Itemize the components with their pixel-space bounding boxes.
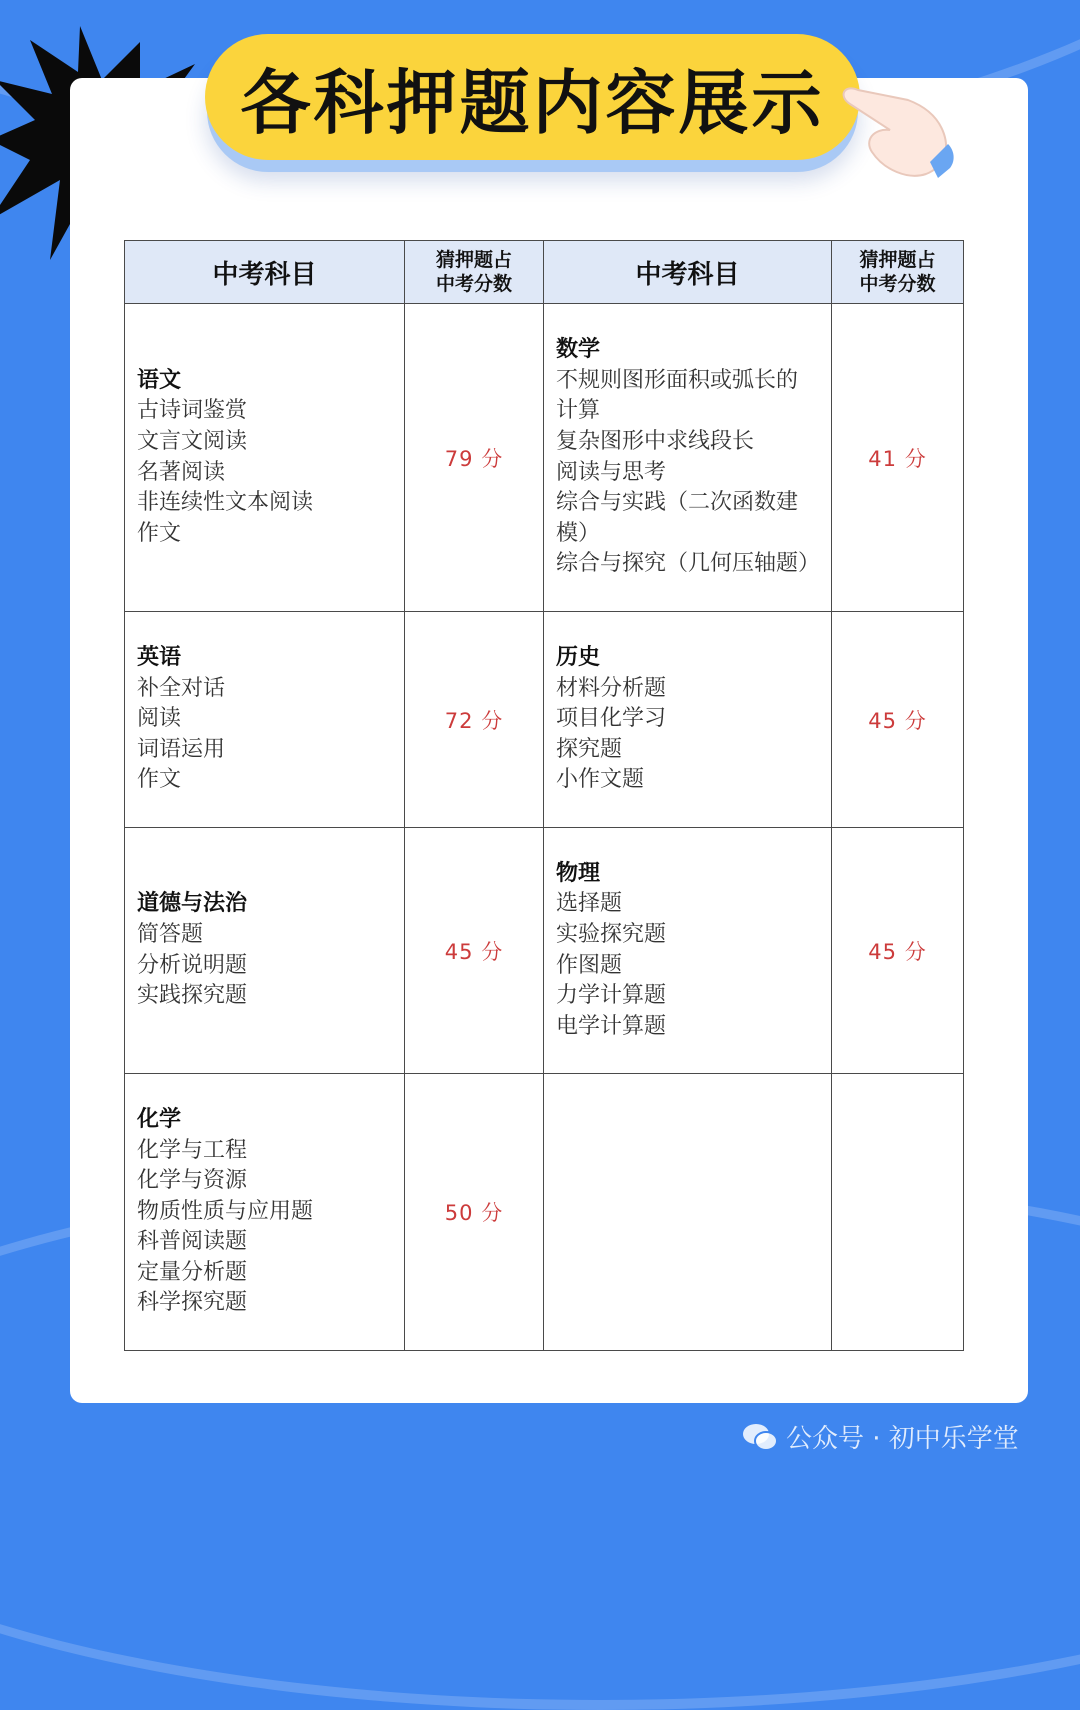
header-score-text: 猜押题占 中考分数 bbox=[435, 249, 512, 295]
subject-topic: 分析说明题 bbox=[137, 952, 248, 978]
header-score-right bbox=[832, 241, 964, 304]
subject-cell-left bbox=[125, 612, 405, 828]
subject-topic: 探究题 bbox=[556, 736, 623, 762]
subject-name: 语文 bbox=[137, 367, 182, 393]
subject-topic: 科学探究题 bbox=[137, 1290, 248, 1316]
subject-name: 化学 bbox=[137, 1106, 182, 1132]
subject-topic: 作文 bbox=[137, 767, 182, 793]
subject-topic: 选择题 bbox=[556, 891, 623, 917]
page-title: 各科押题内容展示 bbox=[240, 61, 825, 144]
subject-topic: 作文 bbox=[137, 520, 182, 546]
subject-name: 道德与法治 bbox=[137, 891, 248, 917]
subject-topic: 材料分析题 bbox=[556, 675, 667, 701]
subject-cell-right bbox=[544, 612, 832, 828]
subject-score-table bbox=[124, 240, 964, 1351]
subject-topic: 名著阅读 bbox=[137, 459, 226, 485]
title-banner bbox=[205, 34, 860, 160]
subject-topic: 简答题 bbox=[137, 921, 204, 947]
score-cell-left: 45 分 bbox=[405, 828, 544, 1074]
subject-topic: 化学与资源 bbox=[137, 1168, 248, 1194]
subject-topic: 综合与探究（几何压轴题） bbox=[556, 551, 821, 577]
header-score-text: 猜押题占 中考分数 bbox=[859, 249, 936, 295]
subject-topic: 古诗词鉴赏 bbox=[137, 398, 248, 424]
subject-topic: 文言文阅读 bbox=[137, 428, 248, 454]
wechat-icon bbox=[742, 1422, 778, 1452]
subject-topic: 模） bbox=[556, 520, 601, 546]
subject-topic: 定量分析题 bbox=[137, 1259, 248, 1285]
subject-topic: 实践探究题 bbox=[137, 983, 248, 1009]
subject-topic: 化学与工程 bbox=[137, 1137, 248, 1163]
header-score-left bbox=[405, 241, 544, 304]
score-cell-left: 50 分 bbox=[405, 1074, 544, 1351]
score-cell-right: 45 分 bbox=[832, 612, 964, 828]
pointing-hand-icon bbox=[838, 62, 958, 192]
score-cell-right: 45 分 bbox=[832, 828, 964, 1074]
table-row bbox=[125, 828, 964, 1074]
subject-topic: 不规则图形面积或弧长的 bbox=[556, 367, 799, 393]
score-cell-right: 41 分 bbox=[832, 304, 964, 612]
subject-topic: 阅读 bbox=[137, 706, 182, 732]
subject-topic: 力学计算题 bbox=[556, 983, 667, 1009]
subject-topic: 复杂图形中求线段长 bbox=[556, 428, 755, 454]
subject-topic: 计算 bbox=[556, 398, 601, 424]
table-row bbox=[125, 1074, 964, 1351]
score-cell-right bbox=[832, 1074, 964, 1351]
subject-topic: 项目化学习 bbox=[556, 706, 667, 732]
subject-topic: 非连续性文本阅读 bbox=[137, 490, 314, 516]
watermark bbox=[742, 1418, 1019, 1455]
subject-name: 物理 bbox=[556, 860, 601, 886]
subject-topic: 物质性质与应用题 bbox=[137, 1198, 314, 1224]
subject-name: 英语 bbox=[137, 645, 182, 671]
subject-topic: 电学计算题 bbox=[556, 1013, 667, 1039]
table-row bbox=[125, 304, 964, 612]
table-header-row bbox=[125, 241, 964, 304]
subject-cell-left bbox=[125, 304, 405, 612]
watermark-text: 公众号 · 初中乐学堂 bbox=[786, 1424, 1019, 1454]
subject-name: 历史 bbox=[556, 645, 601, 671]
subject-name: 数学 bbox=[556, 337, 601, 363]
score-cell-left: 72 分 bbox=[405, 612, 544, 828]
subject-topic: 词语运用 bbox=[137, 736, 226, 762]
subject-topic: 综合与实践（二次函数建 bbox=[556, 490, 799, 516]
subject-cell-right bbox=[544, 304, 832, 612]
subject-topic: 科普阅读题 bbox=[137, 1229, 248, 1255]
subject-topic: 作图题 bbox=[556, 952, 623, 978]
subject-cell-left bbox=[125, 828, 405, 1074]
subject-topic: 小作文题 bbox=[556, 767, 645, 793]
header-subject-right: 中考科目 bbox=[544, 241, 832, 304]
table-row bbox=[125, 612, 964, 828]
subject-cell-left bbox=[125, 1074, 405, 1351]
subject-cell-right bbox=[544, 1074, 832, 1351]
subject-topic: 补全对话 bbox=[137, 675, 226, 701]
score-cell-left: 79 分 bbox=[405, 304, 544, 612]
subject-topic: 实验探究题 bbox=[556, 921, 667, 947]
header-subject-left: 中考科目 bbox=[125, 241, 405, 304]
subject-cell-right bbox=[544, 828, 832, 1074]
subject-topic: 阅读与思考 bbox=[556, 459, 667, 485]
